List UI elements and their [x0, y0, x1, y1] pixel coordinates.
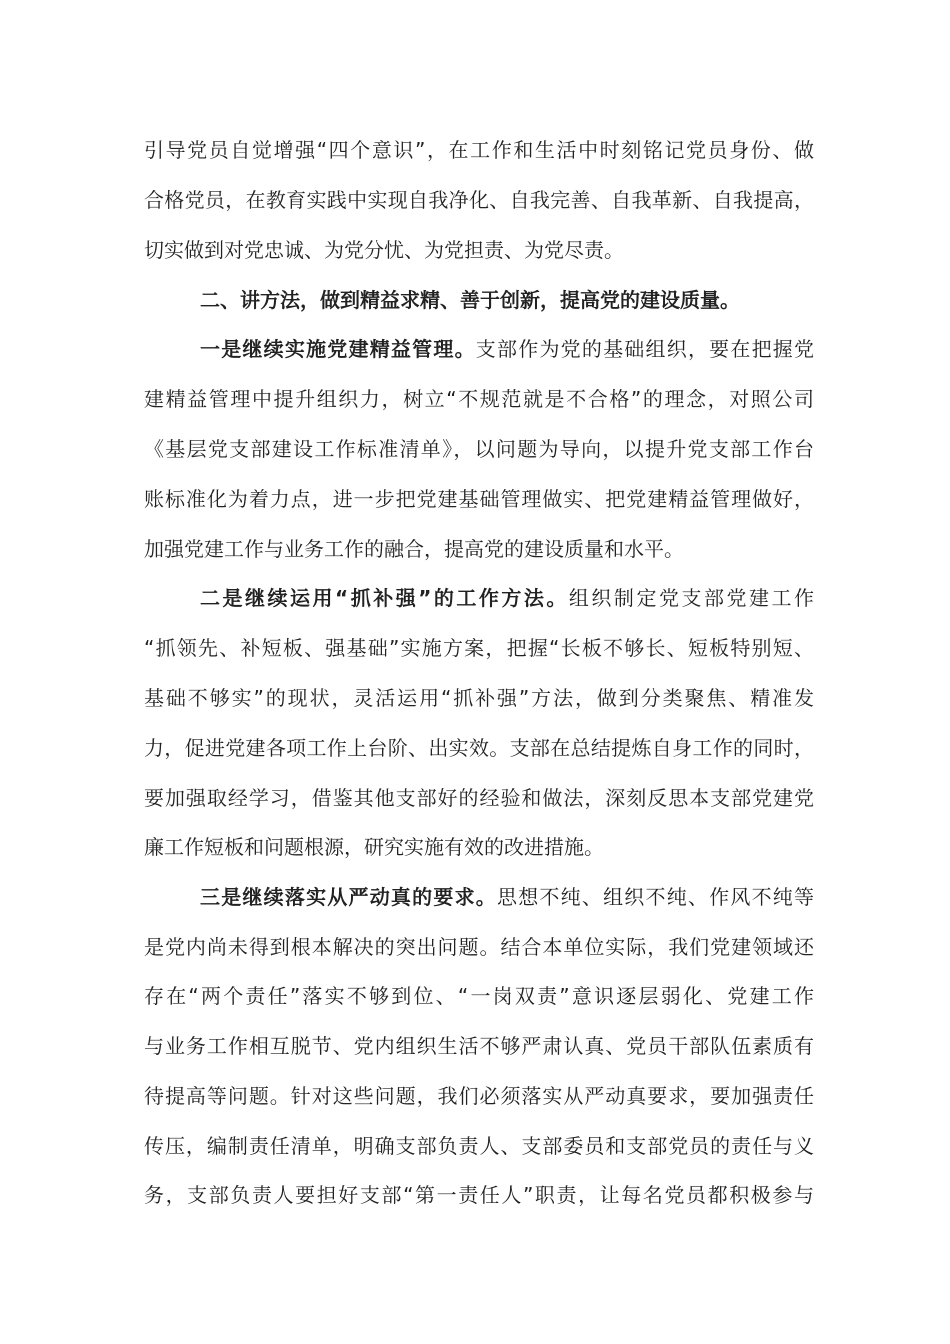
text-line: 合格党员，在教育实践中实现自我净化、自我完善、自我革新、自我提高，	[144, 188, 814, 212]
paragraph-lead: 三是继续落实从严动真的要求。	[200, 885, 497, 909]
section-heading: 二、讲方法，做到精益求精、善于创新，提高党的建设质量。	[200, 288, 740, 312]
text-line: 存在“两个责任”落实不够到位、“一岗双责”意识逐层弱化、党建工作	[144, 984, 814, 1008]
text-line: 基础不够实”的现状，灵活运用“抓补强”方法，做到分类聚焦、精准发	[144, 686, 814, 710]
paragraph-start	[200, 324, 814, 374]
text-line: 切实做到对党忠诚、为党分忧、为党担责、为党尽责。	[144, 238, 624, 262]
text-line: 账标准化为着力点，进一步把党建基础管理做实、把党建精益管理做好，	[144, 487, 814, 511]
text-line: 务，支部负责人要担好支部“第一责任人”职责，让每名党员都积极参与	[144, 1183, 814, 1207]
paragraph-lead: 二是继续运用“抓补强”的工作方法。	[200, 586, 569, 610]
paragraph-start	[200, 872, 814, 922]
text-line: 加强党建工作与业务工作的融合，提高党的建设质量和水平。	[144, 537, 684, 561]
text-line: 是党内尚未得到根本解决的突出问题。结合本单位实际，我们党建领域还	[144, 935, 814, 959]
text-line: 《基层党支部建设工作标准清单》，以问题为导向，以提升党支部工作台	[144, 437, 814, 461]
text-line: 建精益管理中提升组织力，树立“不规范就是不合格”的理念，对照公司	[144, 387, 814, 411]
text-line: 力，促进党建各项工作上台阶、出实效。支部在总结提炼自身工作的同时，	[144, 736, 814, 760]
paragraph-start	[200, 573, 814, 623]
paragraph-text: 思想不纯、组织不纯、作风不纯等	[497, 885, 814, 909]
text-line: 传压，编制责任清单，明确支部负责人、支部委员和支部党员的责任与义	[144, 1134, 814, 1158]
text-line: 要加强取经学习，借鉴其他支部好的经验和做法，深刻反思本支部党建党	[144, 786, 814, 810]
paragraph-text: 支部作为党的基础组织，要在把握党	[475, 337, 814, 361]
text-line: “抓领先、补短板、强基础”实施方案，把握“长板不够长、短板特别短、	[144, 636, 814, 660]
text-line: 引导党员自觉增强“四个意识”，在工作和生活中时刻铭记党员身份、做	[144, 138, 814, 162]
paragraph-lead: 一是继续实施党建精益管理。	[200, 337, 476, 361]
text-line: 与业务工作相互脱节、党内组织生活不够严肃认真、党员干部队伍素质有	[144, 1034, 814, 1058]
text-line: 廉工作短板和问题根源，研究实施有效的改进措施。	[144, 835, 604, 859]
text-line: 待提高等问题。针对这些问题，我们必须落实从严动真要求，要加强责任	[144, 1084, 814, 1108]
paragraph-text: 组织制定党支部党建工作	[568, 586, 814, 610]
